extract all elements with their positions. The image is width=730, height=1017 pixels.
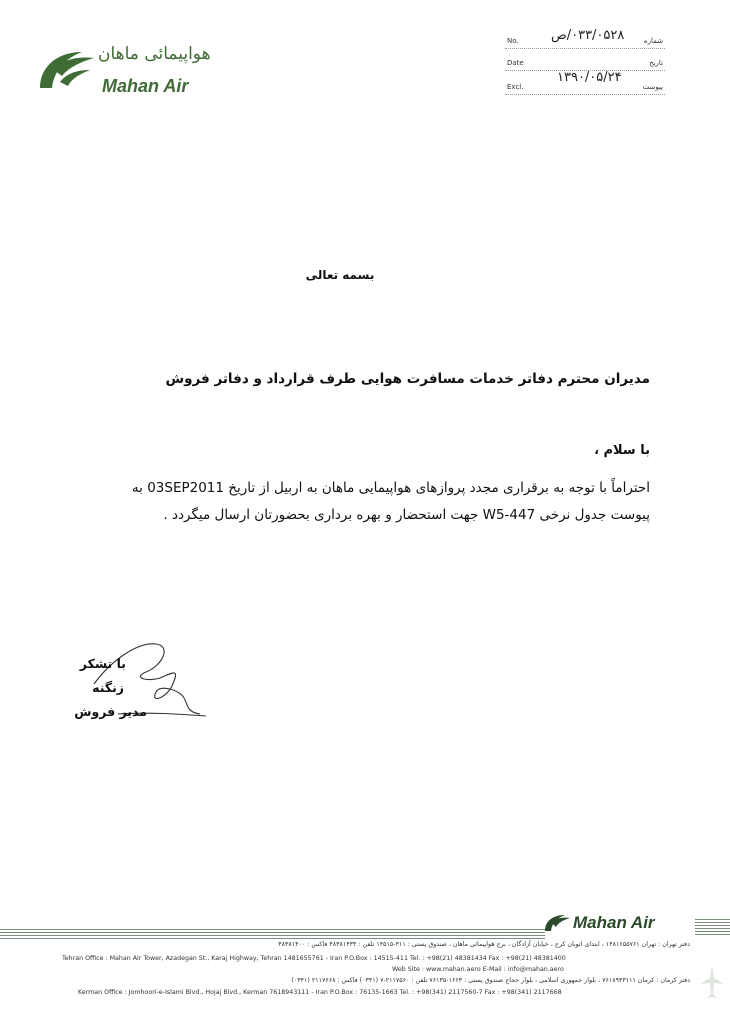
salutation: مدیران محترم دفاتر خدمات مسافرت هوایی طرف قرارداد و دفاتر فروش <box>165 371 650 387</box>
ref-date-value: ۱۳۹۰/۰۵/۲۴ <box>557 70 622 85</box>
footer-airplane-watermark-icon <box>698 962 726 1002</box>
signer-title: مدیر فروش <box>74 704 147 719</box>
footer-kerman-fa: دفتر کرمان : کرمان ۷۶۱۸۹۴۳۱۱۱ ، بلوار جمهوری اسلامی ، بلوار حجاج صندوق پستی : ۱۶۶۳-۷۶۱۳۵ تلفن : ۲۱۱۷۵۶۰-۷ (۰۳۴۱) فاکس : ۲۱۱۷۶۶۸ (۰۳۴۱) <box>291 977 690 984</box>
body-line-1: احتراماً با توجه به برقراری مجدد پروازهای هواپیمایی ماهان به اربیل از تاریخ 03SEP2011 به <box>131 480 650 496</box>
logo-english-text: Mahan Air <box>102 76 189 96</box>
body-line-2: پیوست جدول نرخی W5-447 جهت استحضار و بهره برداری بحضورتان ارسال میگردد . <box>163 507 650 523</box>
footer-logo <box>543 911 693 935</box>
ref-number-row <box>505 28 665 49</box>
ref-number-label-en: No. <box>507 37 519 45</box>
footer-stripe-right <box>695 919 730 937</box>
closing: با تشکر <box>79 656 126 671</box>
mahan-bird-icon <box>36 40 98 98</box>
footer-bird-icon <box>543 911 571 935</box>
footer-kerman-en: Kerman Office : Jomhoori-e-Islami Blvd., Hojaj Blvd., Kerman 7618943111 - Iran P.O.Box : 76135-1663 Tel. : +98(341) 2117560-7 Fax : +98(341) 2117668 <box>78 989 562 996</box>
ref-enclosure-label-fa: پیوست <box>642 83 663 91</box>
footer-web: Web Site : www.mahan.aero E-Mail : info@mahan.aero <box>392 966 564 973</box>
reference-block <box>505 30 665 100</box>
ref-date-row <box>505 56 665 71</box>
footer-tehran-fa: دفتر تهران : تهران ۱۴۸۱۶۵۵۷۶۱ ، ابتدای اتوبان کرج ، خیابان آزادگان ، برج هواپیمائی ماهان ، صندوق پستی : ۴۱۱-۱۴۵۱۵ تلفن : ۴۸۳۸۱۴۳۴ فاکس : ۴۸۳۸۱۴۰۰ <box>278 941 690 948</box>
letter-heading: بسمه تعالی <box>305 268 375 282</box>
mahan-air-logo <box>36 40 216 102</box>
greeting: با سلام ، <box>594 443 650 458</box>
ref-number-label-fa: شماره <box>643 37 663 45</box>
ref-number-value: ۰۳۳/۰۵۲۸/ص <box>551 28 625 43</box>
signer-name: زنگنه <box>92 680 124 695</box>
footer-stripe-left <box>0 929 545 939</box>
footer-logo-text: Mahan Air <box>573 913 655 932</box>
ref-date-label-fa: تاریخ <box>649 59 663 67</box>
ref-enclosure-row <box>505 70 665 95</box>
logo-persian-text: هواپیمائی ماهان <box>98 44 211 64</box>
footer-tehran-en: Tehran Office : Mahan Air Tower, Azadegan St., Karaj Highway, Tehran 1481655761 - Iran P.O.Box : 14515-411 Tel. : +98(21) 48381434 Fax : +98(21) 48381400 <box>62 955 566 962</box>
ref-date-label-en: Date <box>507 59 524 67</box>
ref-enclosure-label-en: Excl. <box>507 83 524 91</box>
